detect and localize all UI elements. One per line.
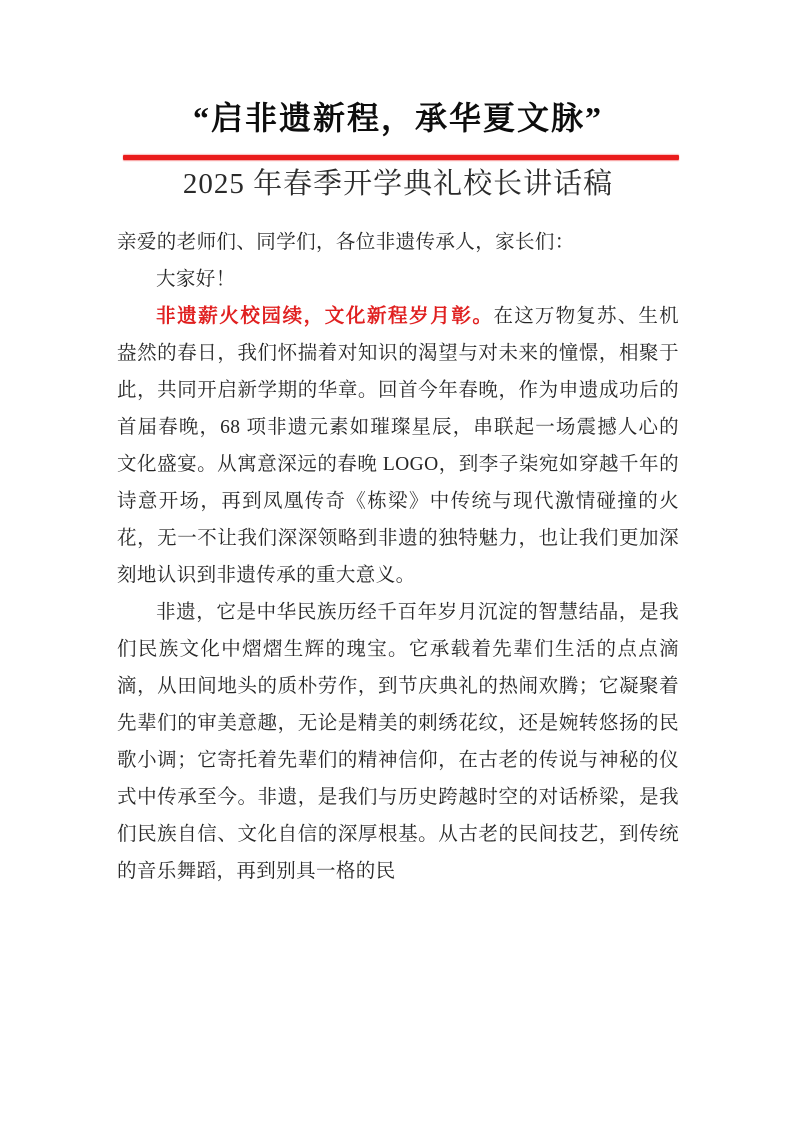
highlight-phrase: 非遗薪火校园续，文化新程岁月彰。	[156, 306, 494, 327]
body-paragraph-1	[117, 298, 679, 594]
greeting-line: 大家好！	[156, 269, 236, 290]
salutation-line: 亲爱的老师们、同学们，各位非遗传承人，家长们：	[117, 232, 575, 253]
page-title: “启非遗新程，承华夏文脉”	[192, 100, 603, 136]
page-subtitle: 2025 年春季开学典礼校长讲话稿	[182, 168, 614, 200]
page-content	[117, 0, 679, 890]
paragraph-2-text: 非遗，它是中华民族历经千百年岁月沉淀的智慧结晶，是我们民族文化中熠熠生辉的瑰宝。它承载着先辈们生活的点点滴滴，从田间地头的质朴劳作，到节庆典礼的热闹欢腾；它凝聚着先辈们的审美意趣，无论是精美的刺绣花纹，还是婉转悠扬的民歌小调；它寄托着先辈们的精神信仰，在古老的传说与神秘的仪式中传承至今。非遗，是我们与历史跨越时空的对话桥梁，是我们民族自信、文化自信的深厚根基。从古老的民间技艺，到传统的音乐舞蹈，再到别具一格的民	[117, 602, 679, 882]
red-horizontal-rule	[123, 155, 679, 160]
document-body	[117, 224, 679, 890]
title-divider	[117, 154, 679, 162]
paragraph-1-text: 在这万物复苏、生机盎然的春日，我们怀揣着对知识的渴望与对未来的憧憬，相聚于此，共同开启新学期的华章。回首今年春晚，作为申遗成功后的首届春晚，68 项非遗元素如璀璨星辰，串联起一场震撼人心的文化盛宴。从寓意深远的春晚 LOGO，到李子柒宛如穿越千年的诗意开场，再到凤凰传奇《栋梁》中传统与现代激情碰撞的火花，无一不让我们深深领略到非遗的独特魅力，也让我们更加深刻地认识到非遗传承的重大意义。	[117, 306, 679, 586]
body-paragraph-2	[117, 594, 679, 890]
